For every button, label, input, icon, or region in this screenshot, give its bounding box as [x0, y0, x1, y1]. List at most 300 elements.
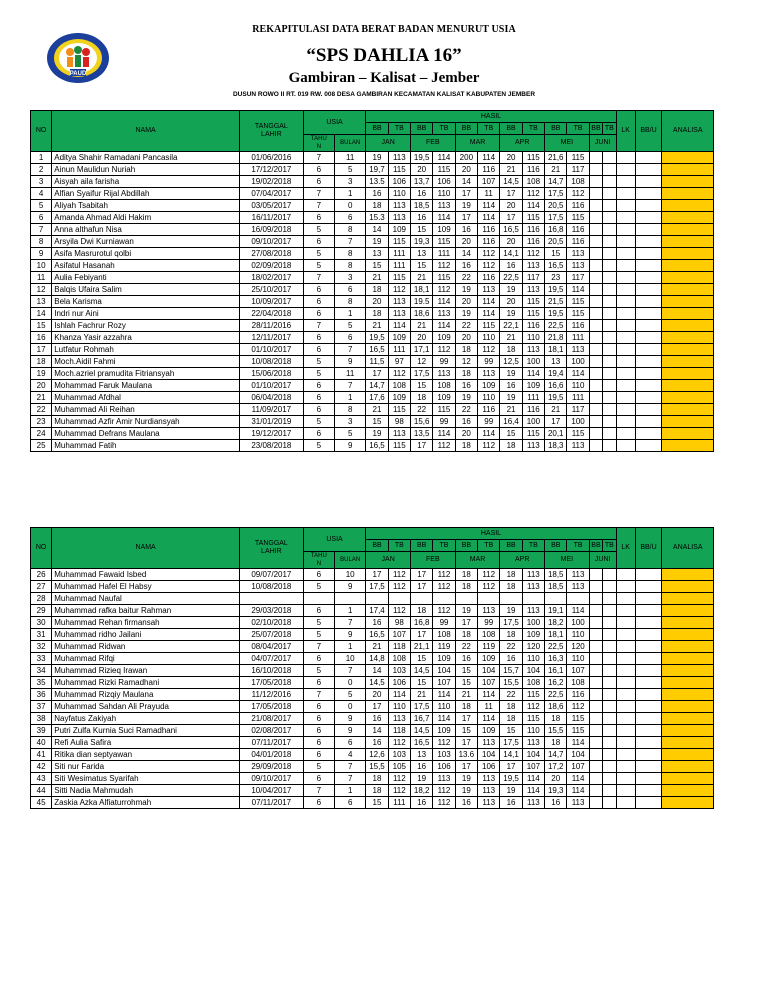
cell-measure: 21	[500, 332, 522, 344]
col-years-line2: N	[316, 144, 322, 150]
cell-analisa	[662, 392, 714, 404]
table-row	[31, 581, 714, 593]
cell-empty	[603, 677, 616, 689]
cell-years: 7	[303, 641, 334, 653]
cell-lk	[616, 368, 635, 380]
cell-measure: 18	[455, 368, 477, 380]
cell-empty	[603, 392, 616, 404]
cell-measure: 100	[522, 617, 544, 629]
cell-measure: 112	[388, 569, 410, 581]
cell-measure: 20,5	[545, 236, 567, 248]
cell-measure: 16,5	[366, 629, 388, 641]
cell-measure: 111	[522, 392, 544, 404]
col-birthdate-header	[240, 111, 304, 152]
cell-measure: 14	[366, 665, 388, 677]
cell-years: 6	[303, 332, 334, 344]
month-header: APR	[500, 552, 545, 569]
cell-measure: 19,7	[366, 164, 388, 176]
cell-measure: 116	[478, 404, 500, 416]
cell-measure: 14	[455, 248, 477, 260]
cell-measure: 113	[388, 428, 410, 440]
cell-measure: 116	[567, 320, 589, 332]
cell-birthdate: 25/07/2018	[240, 629, 304, 641]
cell-measure: 21	[455, 689, 477, 701]
cell-measure: 115	[433, 272, 455, 284]
cell-measure: 118	[388, 725, 410, 737]
cell-measure: 22	[455, 641, 477, 653]
cell-measure: 110	[567, 629, 589, 641]
cell-measure: 19,5	[545, 392, 567, 404]
cell-no: 40	[31, 737, 52, 749]
cell-measure: 113	[567, 581, 589, 593]
cell-measure: 109	[433, 224, 455, 236]
cell-measure: 16	[500, 797, 522, 809]
cell-measure: 16,5	[500, 224, 522, 236]
cell-birthdate: 10/09/2017	[240, 296, 304, 308]
cell-measure: 13.6	[455, 749, 477, 761]
col-birthdate-line1: TANGGAL	[254, 123, 288, 130]
col-lk-header: LK	[616, 111, 635, 152]
cell-measure: 112	[522, 248, 544, 260]
cell-no: 7	[31, 224, 52, 236]
cell-bbu	[635, 428, 662, 440]
cell-measure: 112	[522, 188, 544, 200]
table-row	[31, 200, 714, 212]
cell-name: Putri Zulfa Kurnia Suci Ramadhani	[52, 725, 240, 737]
cell-empty	[603, 188, 616, 200]
cell-name: Muhammad Azfir Amir Nurdiansyah	[52, 416, 240, 428]
cell-empty	[603, 212, 616, 224]
cell-measure: 110	[522, 653, 544, 665]
cell-bbu	[635, 665, 662, 677]
col-bbu-header: BB/U	[635, 111, 662, 152]
cell-measure: 15	[411, 260, 433, 272]
cell-birthdate: 07/11/2017	[240, 797, 304, 809]
cell-bbu	[635, 653, 662, 665]
cell-measure: 106	[388, 677, 410, 689]
cell-measure: 114	[433, 152, 455, 164]
cell-measure: 108	[388, 653, 410, 665]
cell-bbu	[635, 725, 662, 737]
cell-measure: 17,1	[411, 344, 433, 356]
cell-empty	[603, 653, 616, 665]
cell-birthdate: 21/08/2017	[240, 713, 304, 725]
cell-no: 9	[31, 248, 52, 260]
cell-analisa	[662, 428, 714, 440]
cell-name: Khanza Yasir azzahra	[52, 332, 240, 344]
cell-no: 12	[31, 284, 52, 296]
cell-measure: 15,5	[366, 761, 388, 773]
cell-birthdate: 02/08/2017	[240, 725, 304, 737]
cell-analisa	[662, 260, 714, 272]
cell-analisa	[662, 284, 714, 296]
cell-no: 25	[31, 440, 52, 452]
cell-measure: 20	[500, 152, 522, 164]
cell-months: 7	[335, 380, 366, 392]
cell-measure: 19	[500, 368, 522, 380]
cell-bbu	[635, 260, 662, 272]
col-tb-header: TB	[522, 123, 544, 135]
cell-name: Ainun Maulidun Nuriah	[52, 164, 240, 176]
cell-measure: 113	[478, 773, 500, 785]
cell-years: 6	[303, 404, 334, 416]
cell-months: 5	[335, 164, 366, 176]
cell-analisa	[662, 569, 714, 581]
cell-measure: 19,4	[545, 368, 567, 380]
cell-empty	[589, 272, 602, 284]
cell-empty	[589, 629, 602, 641]
cell-lk	[616, 224, 635, 236]
cell-birthdate: 10/04/2017	[240, 785, 304, 797]
cell-months: 11	[335, 152, 366, 164]
cell-measure: 20	[455, 296, 477, 308]
cell-measure: 15	[366, 260, 388, 272]
cell-months: 1	[335, 392, 366, 404]
cell-birthdate: 19/02/2018	[240, 176, 304, 188]
cell-measure: 16	[455, 224, 477, 236]
cell-no: 31	[31, 629, 52, 641]
cell-measure: 17,5	[545, 188, 567, 200]
cell-empty	[589, 164, 602, 176]
cell-measure: 114	[478, 200, 500, 212]
cell-bbu	[635, 593, 662, 605]
cell-measure: 107	[567, 761, 589, 773]
cell-measure: 116	[567, 236, 589, 248]
cell-years: 7	[303, 152, 334, 164]
col-tb-header: TB	[388, 540, 410, 552]
cell-name: Balqis Ufaira Salim	[52, 284, 240, 296]
cell-lk	[616, 773, 635, 785]
col-birthdate-line1: TANGGAL	[254, 540, 288, 547]
table-row	[31, 605, 714, 617]
cell-measure: 116	[478, 272, 500, 284]
cell-empty	[589, 404, 602, 416]
cell-measure: 115	[567, 212, 589, 224]
cell-lk	[616, 440, 635, 452]
col-result-header: HASIL	[366, 111, 616, 123]
cell-measure: 117	[567, 272, 589, 284]
col-tb-header: TB	[603, 540, 616, 552]
cell-empty	[603, 260, 616, 272]
cell-measure: 14,5	[411, 665, 433, 677]
cell-measure: 114	[567, 368, 589, 380]
cell-measure: 100	[567, 416, 589, 428]
cell-measure: 18	[545, 713, 567, 725]
table-row	[31, 665, 714, 677]
cell-bbu	[635, 200, 662, 212]
cell-measure: 116	[522, 224, 544, 236]
cell-measure: 109	[478, 725, 500, 737]
cell-measure: 113	[478, 797, 500, 809]
cell-measure: 17	[500, 761, 522, 773]
cell-measure: 110	[478, 332, 500, 344]
cell-bbu	[635, 224, 662, 236]
cell-measure: 18,3	[545, 440, 567, 452]
cell-lk	[616, 272, 635, 284]
cell-measure: 15	[545, 248, 567, 260]
cell-months: 7	[335, 617, 366, 629]
cell-lk	[616, 713, 635, 725]
cell-measure: 103	[433, 749, 455, 761]
cell-lk	[616, 749, 635, 761]
cell-measure: 15	[455, 665, 477, 677]
cell-measure: 21	[411, 320, 433, 332]
cell-measure: 18	[455, 629, 477, 641]
cell-empty	[603, 665, 616, 677]
cell-measure: 106	[388, 176, 410, 188]
cell-measure: 14,7	[545, 749, 567, 761]
cell-years: 6	[303, 797, 334, 809]
cell-analisa	[662, 605, 714, 617]
cell-birthdate: 11/12/2016	[240, 689, 304, 701]
cell-bbu	[635, 713, 662, 725]
cell-measure: 113	[478, 368, 500, 380]
cell-empty	[603, 308, 616, 320]
cell-months: 1	[335, 641, 366, 653]
cell-lk	[616, 284, 635, 296]
cell-birthdate: 17/05/2018	[240, 677, 304, 689]
cell-measure: 115	[522, 296, 544, 308]
cell-birthdate: 09/10/2017	[240, 236, 304, 248]
cell-measure: 107	[567, 665, 589, 677]
col-years-line2: N	[316, 561, 322, 567]
cell-measure: 19	[455, 785, 477, 797]
cell-no: 4	[31, 188, 52, 200]
table-row	[31, 773, 714, 785]
cell-measure: 113	[522, 284, 544, 296]
cell-lk	[616, 356, 635, 368]
cell-measure: 116	[478, 164, 500, 176]
cell-years: 6	[303, 428, 334, 440]
cell-birthdate: 16/11/2017	[240, 212, 304, 224]
cell-measure: 19,5	[500, 773, 522, 785]
cell-lk	[616, 617, 635, 629]
cell-empty	[603, 320, 616, 332]
cell-no: 17	[31, 344, 52, 356]
cell-measure: 15,5	[500, 677, 522, 689]
cell-birthdate: 25/10/2017	[240, 284, 304, 296]
cell-lk	[616, 725, 635, 737]
cell-lk	[616, 416, 635, 428]
cell-name: Muhammad Ali Reihan	[52, 404, 240, 416]
cell-measure: 15	[366, 797, 388, 809]
cell-empty	[589, 188, 602, 200]
cell-measure: 19	[500, 284, 522, 296]
cell-measure: 21	[366, 641, 388, 653]
cell-measure: 115	[433, 404, 455, 416]
cell-measure: 15	[411, 653, 433, 665]
cell-years: 6	[303, 284, 334, 296]
cell-bbu	[635, 641, 662, 653]
month-header: APR	[500, 135, 545, 152]
cell-measure: 108	[433, 629, 455, 641]
cell-analisa	[662, 380, 714, 392]
cell-measure: 112	[388, 368, 410, 380]
cell-measure: 20	[455, 164, 477, 176]
cell-measure: 111	[388, 797, 410, 809]
cell-months: 6	[335, 284, 366, 296]
cell-years: 6	[303, 344, 334, 356]
cell-measure: 18,1	[545, 629, 567, 641]
cell-measure: 16	[500, 260, 522, 272]
cell-no: 23	[31, 416, 52, 428]
cell-months: 3	[335, 272, 366, 284]
cell-analisa	[662, 248, 714, 260]
cell-measure: 16	[366, 617, 388, 629]
cell-birthdate: 17/05/2018	[240, 701, 304, 713]
table-row	[31, 569, 714, 581]
table-row	[31, 272, 714, 284]
table-row	[31, 785, 714, 797]
table-row	[31, 713, 714, 725]
cell-no: 2	[31, 164, 52, 176]
cell-no: 41	[31, 749, 52, 761]
cell-measure: 19,5	[411, 152, 433, 164]
cell-measure: 17,4	[366, 605, 388, 617]
cell-months: 6	[335, 212, 366, 224]
cell-months: 5	[335, 320, 366, 332]
cell-measure: 19	[366, 236, 388, 248]
cell-name: Siti Wesimatus Syarifah	[52, 773, 240, 785]
cell-years: 6	[303, 737, 334, 749]
col-bb-header: BB	[411, 123, 433, 135]
cell-years: 6	[303, 296, 334, 308]
cell-months: 9	[335, 581, 366, 593]
cell-measure: 116	[567, 689, 589, 701]
cell-measure: 18,6	[545, 701, 567, 713]
cell-measure: 14,5	[366, 677, 388, 689]
cell-lk	[616, 665, 635, 677]
cell-birthdate: 06/04/2018	[240, 392, 304, 404]
cell-empty	[589, 797, 602, 809]
cell-measure: 18	[500, 344, 522, 356]
cell-bbu	[635, 689, 662, 701]
cell-years: 6	[303, 236, 334, 248]
cell-measure: 112	[522, 701, 544, 713]
cell-lk	[616, 296, 635, 308]
cell-measure: 19	[455, 200, 477, 212]
cell-measure: 16	[366, 713, 388, 725]
cell-empty	[589, 593, 602, 605]
cell-months: 9	[335, 725, 366, 737]
col-lk-header: LK	[616, 528, 635, 569]
cell-analisa	[662, 629, 714, 641]
cell-measure: 14	[366, 725, 388, 737]
cell-measure: 111	[388, 260, 410, 272]
table-row	[31, 380, 714, 392]
cell-measure: 17	[455, 188, 477, 200]
cell-years: 5	[303, 416, 334, 428]
cell-empty	[589, 665, 602, 677]
cell-measure: 120	[522, 641, 544, 653]
cell-measure: 113	[567, 569, 589, 581]
cell-no: 22	[31, 404, 52, 416]
cell-measure: 15	[500, 428, 522, 440]
col-months-label: BULAN	[340, 140, 361, 146]
cell-measure: 17	[366, 368, 388, 380]
cell-bbu	[635, 212, 662, 224]
cell-lk	[616, 308, 635, 320]
cell-months: 7	[335, 665, 366, 677]
cell-measure: 15	[366, 416, 388, 428]
cell-empty	[603, 593, 616, 605]
cell-months: 10	[335, 569, 366, 581]
table-row	[31, 677, 714, 689]
cell-measure: 20	[411, 164, 433, 176]
cell-analisa	[662, 416, 714, 428]
cell-measure: 114	[433, 212, 455, 224]
cell-measure: 108	[522, 176, 544, 188]
cell-measure: 12,6	[366, 749, 388, 761]
cell-measure: 19	[366, 152, 388, 164]
cell-lk	[616, 701, 635, 713]
cell-measure: 108	[522, 677, 544, 689]
cell-measure: 115	[522, 713, 544, 725]
cell-name: Muhammad Rizieq Irawan	[52, 665, 240, 677]
col-name-header: NAMA	[52, 111, 240, 152]
cell-measure: 114	[478, 308, 500, 320]
cell-bbu	[635, 236, 662, 248]
cell-empty	[603, 581, 616, 593]
cell-years: 6	[303, 380, 334, 392]
cell-empty	[589, 569, 602, 581]
cell-measure	[388, 593, 410, 605]
month-header: JAN	[366, 552, 411, 569]
cell-measure: 18,5	[545, 581, 567, 593]
cell-empty	[603, 164, 616, 176]
table-row	[31, 308, 714, 320]
cell-measure: 112	[433, 260, 455, 272]
cell-bbu	[635, 368, 662, 380]
cell-lk	[616, 641, 635, 653]
cell-no: 39	[31, 725, 52, 737]
cell-birthdate: 16/09/2018	[240, 224, 304, 236]
cell-measure: 114	[478, 212, 500, 224]
cell-measure: 109	[522, 380, 544, 392]
cell-birthdate: 23/08/2018	[240, 440, 304, 452]
cell-empty	[589, 653, 602, 665]
cell-empty	[589, 224, 602, 236]
cell-measure: 104	[478, 749, 500, 761]
cell-birthdate: 10/08/2018	[240, 581, 304, 593]
cell-analisa	[662, 773, 714, 785]
cell-measure: 100	[567, 356, 589, 368]
cell-measure: 21	[411, 272, 433, 284]
cell-birthdate: 31/01/2019	[240, 416, 304, 428]
cell-measure: 114	[433, 428, 455, 440]
cell-measure: 20	[455, 236, 477, 248]
col-tb-header: TB	[567, 123, 589, 135]
cell-measure	[411, 593, 433, 605]
cell-birthdate: 29/09/2018	[240, 761, 304, 773]
cell-measure: 113	[478, 737, 500, 749]
cell-measure: 118	[388, 641, 410, 653]
cell-measure: 19	[455, 308, 477, 320]
cell-measure: 113	[522, 797, 544, 809]
cell-empty	[589, 701, 602, 713]
report-title: REKAPITULASI DATA BERAT BADAN MENURUT USIA	[252, 24, 516, 35]
cell-years: 7	[303, 785, 334, 797]
cell-measure: 14,1	[500, 749, 522, 761]
header-row	[31, 528, 714, 540]
cell-measure: 113	[522, 605, 544, 617]
col-bb-header: BB	[366, 540, 388, 552]
cell-measure: 18	[455, 701, 477, 713]
col-birthdate-header	[240, 528, 304, 569]
cell-years: 7	[303, 320, 334, 332]
cell-measure: 16	[411, 188, 433, 200]
cell-months: 4	[335, 749, 366, 761]
